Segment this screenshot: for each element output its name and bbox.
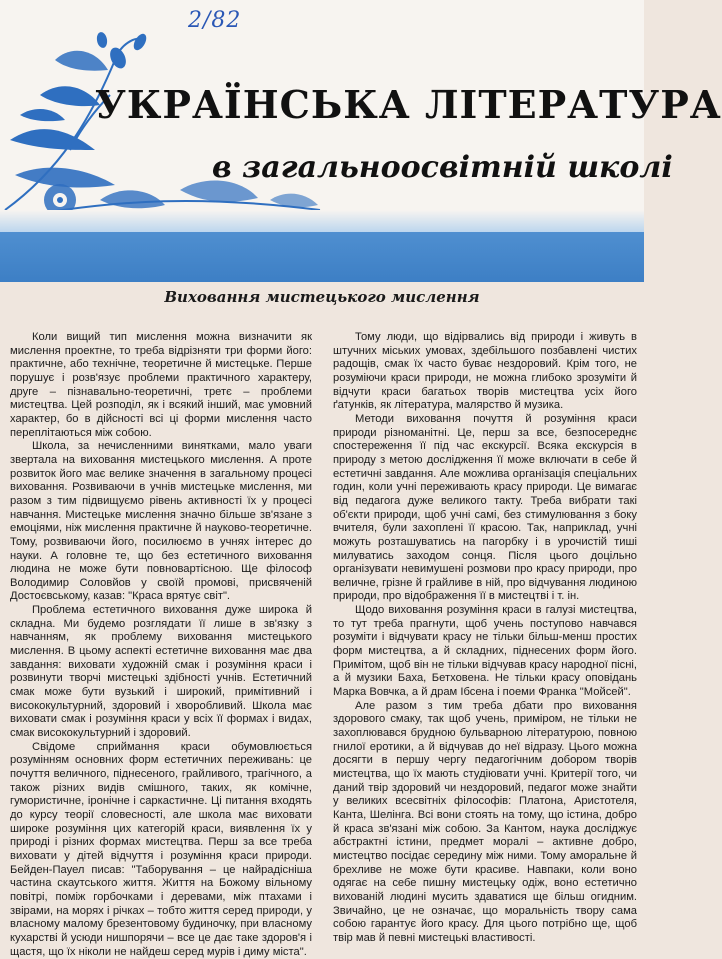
paragraph: Методи виховання почуття й розуміння краси природи різноманітні. Це, перш за все, безпосереднє спостереження її під час екскурсії. Всяка екскурсія в природу з метою дослідження її може включати в себе й естетичні завдання. Але можлива організація спеціальних годин, коли учні переживають красу природи. Це вимагає від педагога дуже великого такту. Треба вибрати такі об'єкти природи, щоб учні самі, без стимулювання з боку вчителя, були захоплені її красою. Так, наприклад, учні можуть розташуватись на пагорбку і в урочистій тиші милуватись заходом сонця. Після цього доцільно організувати невимушені розмови про красу природи, про величне, грізне й грайливе в ній, про відчування людиною природи, про відображення її в мистецтві і т. ін. [333,412,637,603]
journal-subtitle: в загальноосвітній школі [212,150,673,185]
paragraph: Школа, за нечисленними винятками, мало уваги звертала на виховання мистецького мислення. А проте розвиток його має велике значення в загальному процесі виховання. Розвиваючи в учнів мистецьке мислення, ми разом з тим підвищуємо рівень активності їх у процесі навчання. Мистецьке мислення значно більше зв'язане з емоціями, ніж мислення практичне й науково-теоретичне. Тому, розвиваючи його, посилюємо в учнях інтерес до науки. А головне те, що без естетичного виховання людина не може бути повновартісною. Ще філософ Володимир Соловйов у своїй промові, присвяченій Достоєвському, казав: "Краса врятує світ". [10,440,312,603]
paragraph: Коли вищий тип мислення можна визначити як мислення проектне, то треба відрізняти три форми його: практичне, або технічне, теоретичне й мистецьке. Перше порушує і розв'язує проблеми практичного характеру, друге – пізнавально-теоретичні, третє – проблеми мистецтва. Цей розподіл, як і всякий інший, має умовний характер, бо в дійсності всі ці форми мислення часто переплітаються між собою. [10,331,312,439]
paragraph: Проблема естетичного виховання дуже широка й складна. Ми будемо розглядати її лише в зв'язку з навчанням, як проблему виховання мистецького мислення. В цьому аспекті естетичне виховання має два завдання: виховати художній смак і розуміння краси і розвинути творчі мистецькі здібності учнів. Естетичний смак може бути вузький і широкий, примітивний і висококультурний, здоровий і хворобливий. Школа має виховати смак і розуміння краси у всіх її формах і видах, смак висококультурний і здоровий. [10,604,312,740]
paragraph: Щодо виховання розуміння краси в галузі мистецтва, то тут треба прагнути, щоб учень поступово навчався розуміти і відчувати красу не тільки більш-менш простих форм мистецтва, а й складних, піднесених форм його. Примітом, щоб він не тільки відчував красу народної пісні, а й музики Баха, Бетховена. Не тільки красу оповідань Марка Вовчка, а й драм Ібсена і поеми Франка "Мойсей". [333,604,637,699]
paragraph: Але разом з тим треба дбати про виховання здорового смаку, так щоб учень, приміром, не тільки не захоплювався брудною бульварною літературою, повною гнилої еротики, а й відчував до неї відразу. Цього можна досягти в першу чергу педагогічним добором творів мистецтва, що їх мають студіювати учні. Критерії того, чи даний твір здоровий чи нездоровий, педагог може знайти у великих всесвітніх філософів: Платона, Аристотеля, Канта, Шелінга. Всі вони стоять на тому, що істина, добро й краса зв'язані між собою. За Кантом, наука досліджує абстрактні істини, предмет моралі – активне добро, мистецтво посідає середину між ними. Тому аморальне й брехливе не може бути красиве. Навпаки, коли воно одягає на себе пишну мистецьку одіж, воно естетично вихованій людині мусить здаватися ще більш огидним. Звичайно, це не означає, що моральність твору сама собою гарантує його красу. Для цього потрібно ще, щоб твір мав й певні мистецькі властивості. [333,699,637,944]
left-column [10,331,312,959]
masthead [0,0,722,232]
paragraph: Свідоме сприймання краси обумовлюється розумінням основних форм естетичних переживань: це почуття величного, піднесеного, грайливого, трагічного, а також різних видів смішного, таких, як комічне, гумористичне, іронічне і саркастичне. Ці питання входять до курсу теорії словесності, але школа має виховати широке розуміння цих категорій краси, виявлення їх у природі і різних формах мистецтва. Перш за все треба виховати у дітей відчуття і розуміння краси природи. Бейден-Пауел писав: "Таборування – це найрадісніша частина скаутського життя. Життя на Божому вільному повітрі, поміж горбочками і деревами, між птахами і звірами, на морях і річках – тобто життя серед природи, у власному малому брезентовому будиночку, при власному кухарстві й усюди нишпорячи – все це дає таке здоров'я і щастя, що їх ніколи не найдеш серед мурів і диму міста". [10,740,312,958]
handwritten-mark: 2/82 [188,8,242,33]
article-title: Виховання мистецького мислення [164,288,480,306]
paragraph: Тому люди, що відірвались від природи і живуть в штучних міських умовах, здебільшого позбавлені чистих радощів, смак їх часто буває нездоровий. Крім того, не розуміючи краси природи, не можна глибоко зрозуміти й відчути краси багатьох творів мистецтва усіх його ґатунків, як література, малярство й музика. [333,331,637,412]
journal-title: УКРАЇНСЬКА ЛІТЕРАТУРА [95,82,722,127]
right-column [333,331,637,946]
header-blue-band [0,232,644,282]
header-band-fade [0,210,644,232]
